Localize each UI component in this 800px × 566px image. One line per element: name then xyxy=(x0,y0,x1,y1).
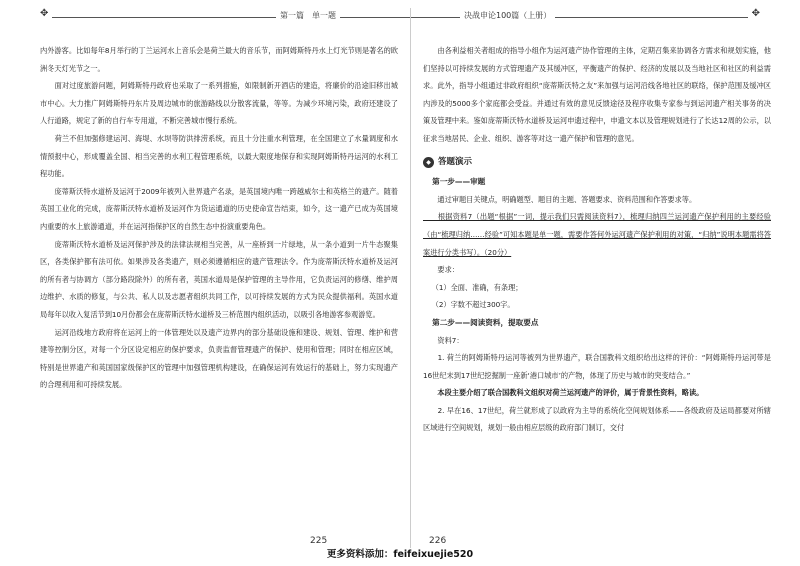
section-title: 答题演示 xyxy=(438,156,473,167)
material-question: 根据资料7（出题“根据”一词，提示我们只需阅读资料7），梳理归纳四兰运河遗产保护利用的主要经验（由“梳理归纳……经验”可知本题是单一题，需要作答何外运河遗产保护利用的对策，“归纳”说明本题需将答案进行分类书写）。（20分） xyxy=(423,212,771,257)
paragraph: 内外游客。比如每年8月举行的丁兰运河水上音乐会是荷兰最大的音乐节，而阿姆斯特丹水上灯光节则是著名的欧洲冬天灯光节之一。 xyxy=(40,46,398,73)
analysis-paragraph: 本段主要介绍了联合国教科文组织对荷兰运河遗产的评价，属于背景性资料，略读。 xyxy=(423,388,704,398)
paragraph: 面对过度旅游问题，阿姆斯特丹政府也采取了一系列措施，如限制新开酒店的建造，将廉价的沿途旧移出城市中心。大力推广阿姆斯特丹东片及周边城市的旅游路线以分散客流量，等等。为减少环境污染，政府还建设了人行道路，规定了新的自行车专用道，不断完善城市慢行系统。 xyxy=(40,81,398,126)
requirement-item: （2）字数不超过300字。 xyxy=(431,300,515,310)
page-number-left: 225 xyxy=(310,536,328,546)
paragraph: 由各利益相关者组成的指导小组作为运河遗产协作管理的主体，定期召集来协调各方需求和规划实施，他们坚持以可持续发展的方式管理遗产及其缓冲区，平衡遗产的保护、经济的发展以及当地社区和社区的利益需求。此外，指导小组通过非政府组织“庞蒂斯沃特之友”来加强与运河沿线各地社区的联络，保护范围及缓冲区内涉及的5000多个家庭都会受益。并通过有效的意见反馈途径及程序收集专家参与到运河遗产相关事务的决策及管理中来。鉴如庞蒂斯沃特水道桥及运河申遗过程中，申遗文本以及管理规划进行了长达12周的公示，以征求当地居民、企业、组织、游客等对这一遗产保护和管理的意见。 xyxy=(423,46,771,143)
step2-title: 第二步——阅读资料，提取要点 xyxy=(432,317,539,327)
material-paragraph: 2. 早在16、17世纪，荷兰就形成了以政府为主导的系统化空间规划体系——各级政府及运局都要对所辖区域进行空间规划，规划一般由相应层级的政府部门制订，交付 xyxy=(423,405,771,433)
step1-text: 通过审题目关键点，明确题型、题目的主题、答题要求、资料范围和作答要求等。 xyxy=(423,194,697,204)
right-page xyxy=(410,8,770,548)
page-number-right: 226 xyxy=(429,536,447,546)
footer-watermark-text: 更多资料添加：feifeixuejie520 xyxy=(326,549,474,560)
left-ornament-icon: ✥ xyxy=(40,8,49,19)
right-ornament-icon: ✥ xyxy=(751,8,760,19)
requirement-item: （1）全面、准确，有条理； xyxy=(431,282,523,292)
chapter-title: 第一篇 单一题 xyxy=(276,10,340,21)
right-page-text xyxy=(423,42,771,437)
book-title: 决战申论100篇（上册） xyxy=(460,10,555,21)
paragraph: 运河沿线地方政府将在运河上的一体管理处以及遗产边界内的部分基础设施和建设、规划、管理、维护和营建等控制分区，对每一个分区设定相应的保护要求，负责监督管理遗产的保护、使用和管理；同时在相应区域，特别是世界遗产和英国国家级保护区的管理中加强管理机构建设，在确保运河有效运行的基础上，努力实现遗产的合理利用和可持续发展。 xyxy=(40,327,398,390)
material-paragraph: 1. 荷兰的阿姆斯特丹运河等被列为世界遗产，联合国教科文组织给出这样的评价：“阿姆斯特丹运河带是16世纪末到17世纪挖掘制一座新‘港口城市’的产物，体现了历史与城市的突变结合。” xyxy=(423,353,771,380)
left-page xyxy=(40,8,398,548)
paragraph: 庞蒂斯沃特水道桥及运河于2009年被列入世界遗产名录，是英国境内唯一跨越威尔士和英格兰的遗产。随着英国工业化的完成，庞蒂斯沃特水道桥及运河作为货运通道的历史使命宣告结束，如今，这一遗产已成为英国境内重要的水上旅游通道，并在运河指保护区的自然生态中扮演重要角色。 xyxy=(40,186,398,231)
material-label: 资料7： xyxy=(423,335,464,345)
section-badge-icon: ◆ xyxy=(423,157,434,168)
paragraph: 庞蒂斯沃特水道桥及运河保护涉及的法律法规相当完善，从一座桥到一片绿地，从一条小道到一片牛态聚集区，各类保护都有法可依。如果涉及各类遗产，则必须遵循相应的遗产管理法令。作为庞蒂斯沃特水道桥及运河的所有者与协调方（部分路段除外）的所有者，英国水道局是保护管理的主导作用，它负责运河的修缮、维护周边维护、水质的修复，与公共、私人以及志愿者组织共同工作，以可持续发展的方式为民众提供福利。英国水道局每年以收入复活节到10月份都会在庞蒂斯沃特水道桥及三桥范围内组织活动，以吸引各地游客参观游览。 xyxy=(40,239,398,319)
paragraph: 荷兰不但加强修建运河、海堤、水坝等防洪排涝系统，而且十分注重水利管理，在全国建立了水量调度和水情预报中心，形成覆盖全国、相当完善的水利工程管理系统，以最大限度地保存和实现阿姆斯特丹运河的水利工程功能。 xyxy=(40,133,398,179)
step1-title: 第一步——审题 xyxy=(432,177,486,187)
section-heading xyxy=(423,154,771,172)
left-page-text xyxy=(40,42,398,394)
requirements-label: 要求： xyxy=(423,265,459,275)
